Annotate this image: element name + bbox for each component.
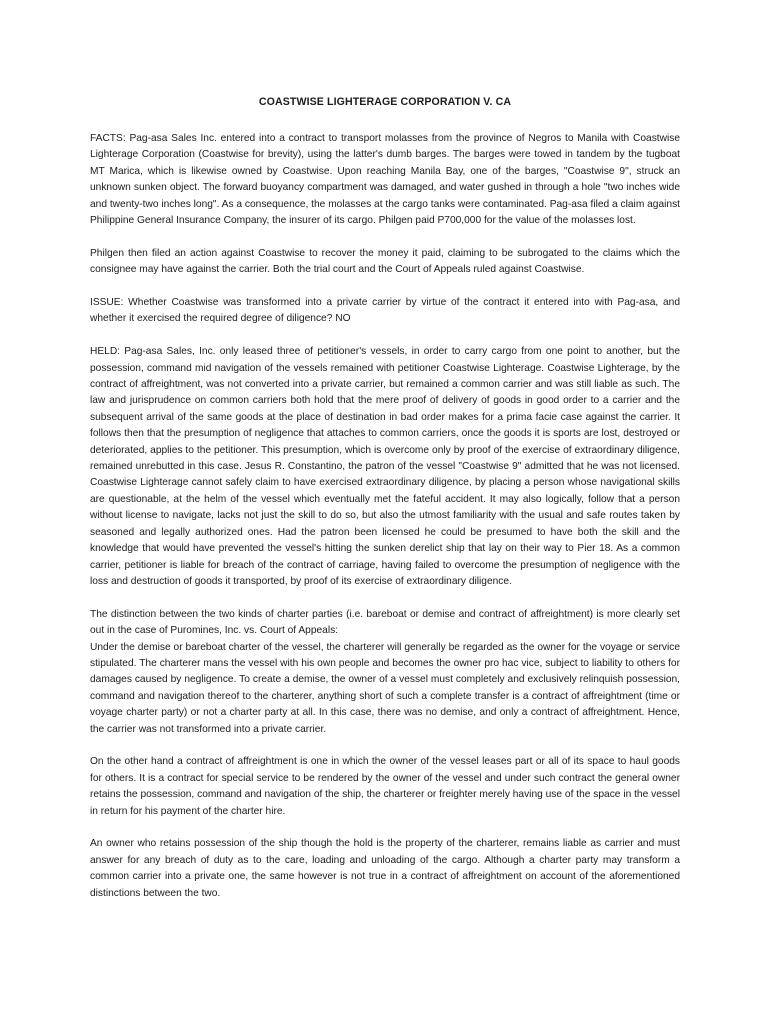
distinction-text: The distinction between the two kinds of charter parties (i.e. bareboat or demise and contract of affreightment) is more clearly set out in the case of Puromines, Inc. vs. Court of Appeals: — [90, 608, 680, 637]
issue-label: ISSUE: — [90, 297, 124, 309]
held-text: Pag-asa Sales, Inc. only leased three of petitioner's vessels, in order to carry cargo from one point to another, but the possession, command mid navigation of the vessels remained with petitioner Coastwise Lighterage. Coastwise Lighterage, by the contract of affreightment, was not converted into a private carrier, but remained a common carrier and was still liable as such. The law and jurisprudence on common carriers both hold that the mere proof of delivery of goods in good order to a carrier and the subsequent arrival of the same goods at the place of destination in bad order makes for a prima facie case against the carrier. It follows then that the presumption of negligence that attaches to common carriers, once the goods it is sports are lost, destroyed or deteriorated, applies to the petitioner. This presumption, which is overcome only by proof of the exercise of extraordinary diligence, remained unrebutted in this case. Jesus R. Constantino, the patron of the vessel "Coastwise 9" admitted that he was not licensed. Coastwise Lighterage cannot safely claim to have exercised extraordinary diligence, by placing a person whose navigational skills are questionable, at the helm of the vessel which eventually met the fateful accident. It may also logically, follow that a person without license to navigate, lacks not just the skill to do so, but also the utmost familiarity with the usual and safe routes taken by seasoned and legally authorized ones. Had the patron been licensed he could be presumed to have both the skill and the knowledge that would have prevented the vessel's hitting the sunken derelict ship that lay on their way to Pier 18. As a common carrier, petitioner is liable for breach of the contract of carriage, having failed to overcome the presumption of negligence with the loss and destruction of goods it transported, by proof of its exercise of extraordinary diligence. — [90, 346, 680, 587]
affreightment-text: On the other hand a contract of affreightment is one in which the owner of the vessel leases part or all of its space to haul goods for others. It is a contract for special service to be rendered by the owner of the vessel and under such contract the general owner retains the possession, command and navigation of the ship, the charterer or freighter merely having use of the space in the vessel in return for his payment of the charter hire. — [90, 756, 680, 817]
owner-liability-paragraph — [90, 836, 680, 902]
proceedings-text: Philgen then filed an action against Coastwise to recover the money it paid, claiming to be subrogated to the claims which the consignee may have against the carrier. Both the trial court and the Court of Appeals ruled against Coastwise. — [90, 247, 680, 276]
affreightment-paragraph — [90, 754, 680, 820]
issue-text: Whether Coastwise was transformed into a private carrier by virtue of the contract it entered into with Pag-asa, and whether it exercised the required degree of diligence? NO — [90, 297, 680, 325]
held-label: HELD: — [90, 346, 121, 358]
issue-paragraph — [90, 295, 680, 328]
document-title: COASTWISE LIGHTERAGE CORPORATION V. CA — [258, 96, 512, 108]
facts-label: FACTS: — [90, 133, 126, 144]
owner-liability-text: An owner who retains possession of the ship though the hold is the property of the charterer, remains liable as carrier and must answer for any breach of duty as to the care, loading and unloading of the cargo. Although a charter party may transform a common carrier into a private one, the same however is not true in a contract of affreightment on account of the aforementioned distinctions between the two. — [90, 838, 680, 899]
demise-paragraph — [90, 640, 680, 738]
facts-text: Pag-asa Sales Inc. entered into a contract to transport molasses from the province of Negros to Manila with Coastwise Lighterage Corporation (Coastwise for brevity), using the latter's dumb barges. The barges were towed in tandem by the tugboat MT Marica, which is likewise owned by Coastwise. Upon reaching Manila Bay, one of the barges, "Coastwise 9", struck an unknown sunken object. The forward buoyancy compartment was damaged, and water gushed in through a hole "two inches wide and twenty-two inches long". As a consequence, the molasses at the cargo tanks were contaminated. Pag-asa filed a claim against Philippine General Insurance Company, the insurer of its cargo. Philgen paid P700,000 for the value of the molasses lost. — [90, 133, 680, 227]
held-paragraph — [90, 344, 680, 590]
proceedings-paragraph — [90, 246, 680, 279]
facts-paragraph — [90, 131, 680, 229]
demise-text: Under the demise or bareboat charter of the vessel, the charterer will generally be regarded as the owner for the voyage or service stipulated. The charterer mans the vessel with his own people and becomes the owner pro hac vice, subject to liability to others for damages caused by negligence. To create a demise, the owner of a vessel must completely and exclusively relinquish possession, command and navigation thereof to the charterer, anything short of such a complete transfer is a contract of affreightment (time or voyage charter party) or not a charter party at all. In this case, there was no demise, and only a contract of affreightment. Hence, the carrier was not transformed into a private carrier. — [90, 641, 680, 735]
distinction-paragraph — [90, 607, 680, 640]
